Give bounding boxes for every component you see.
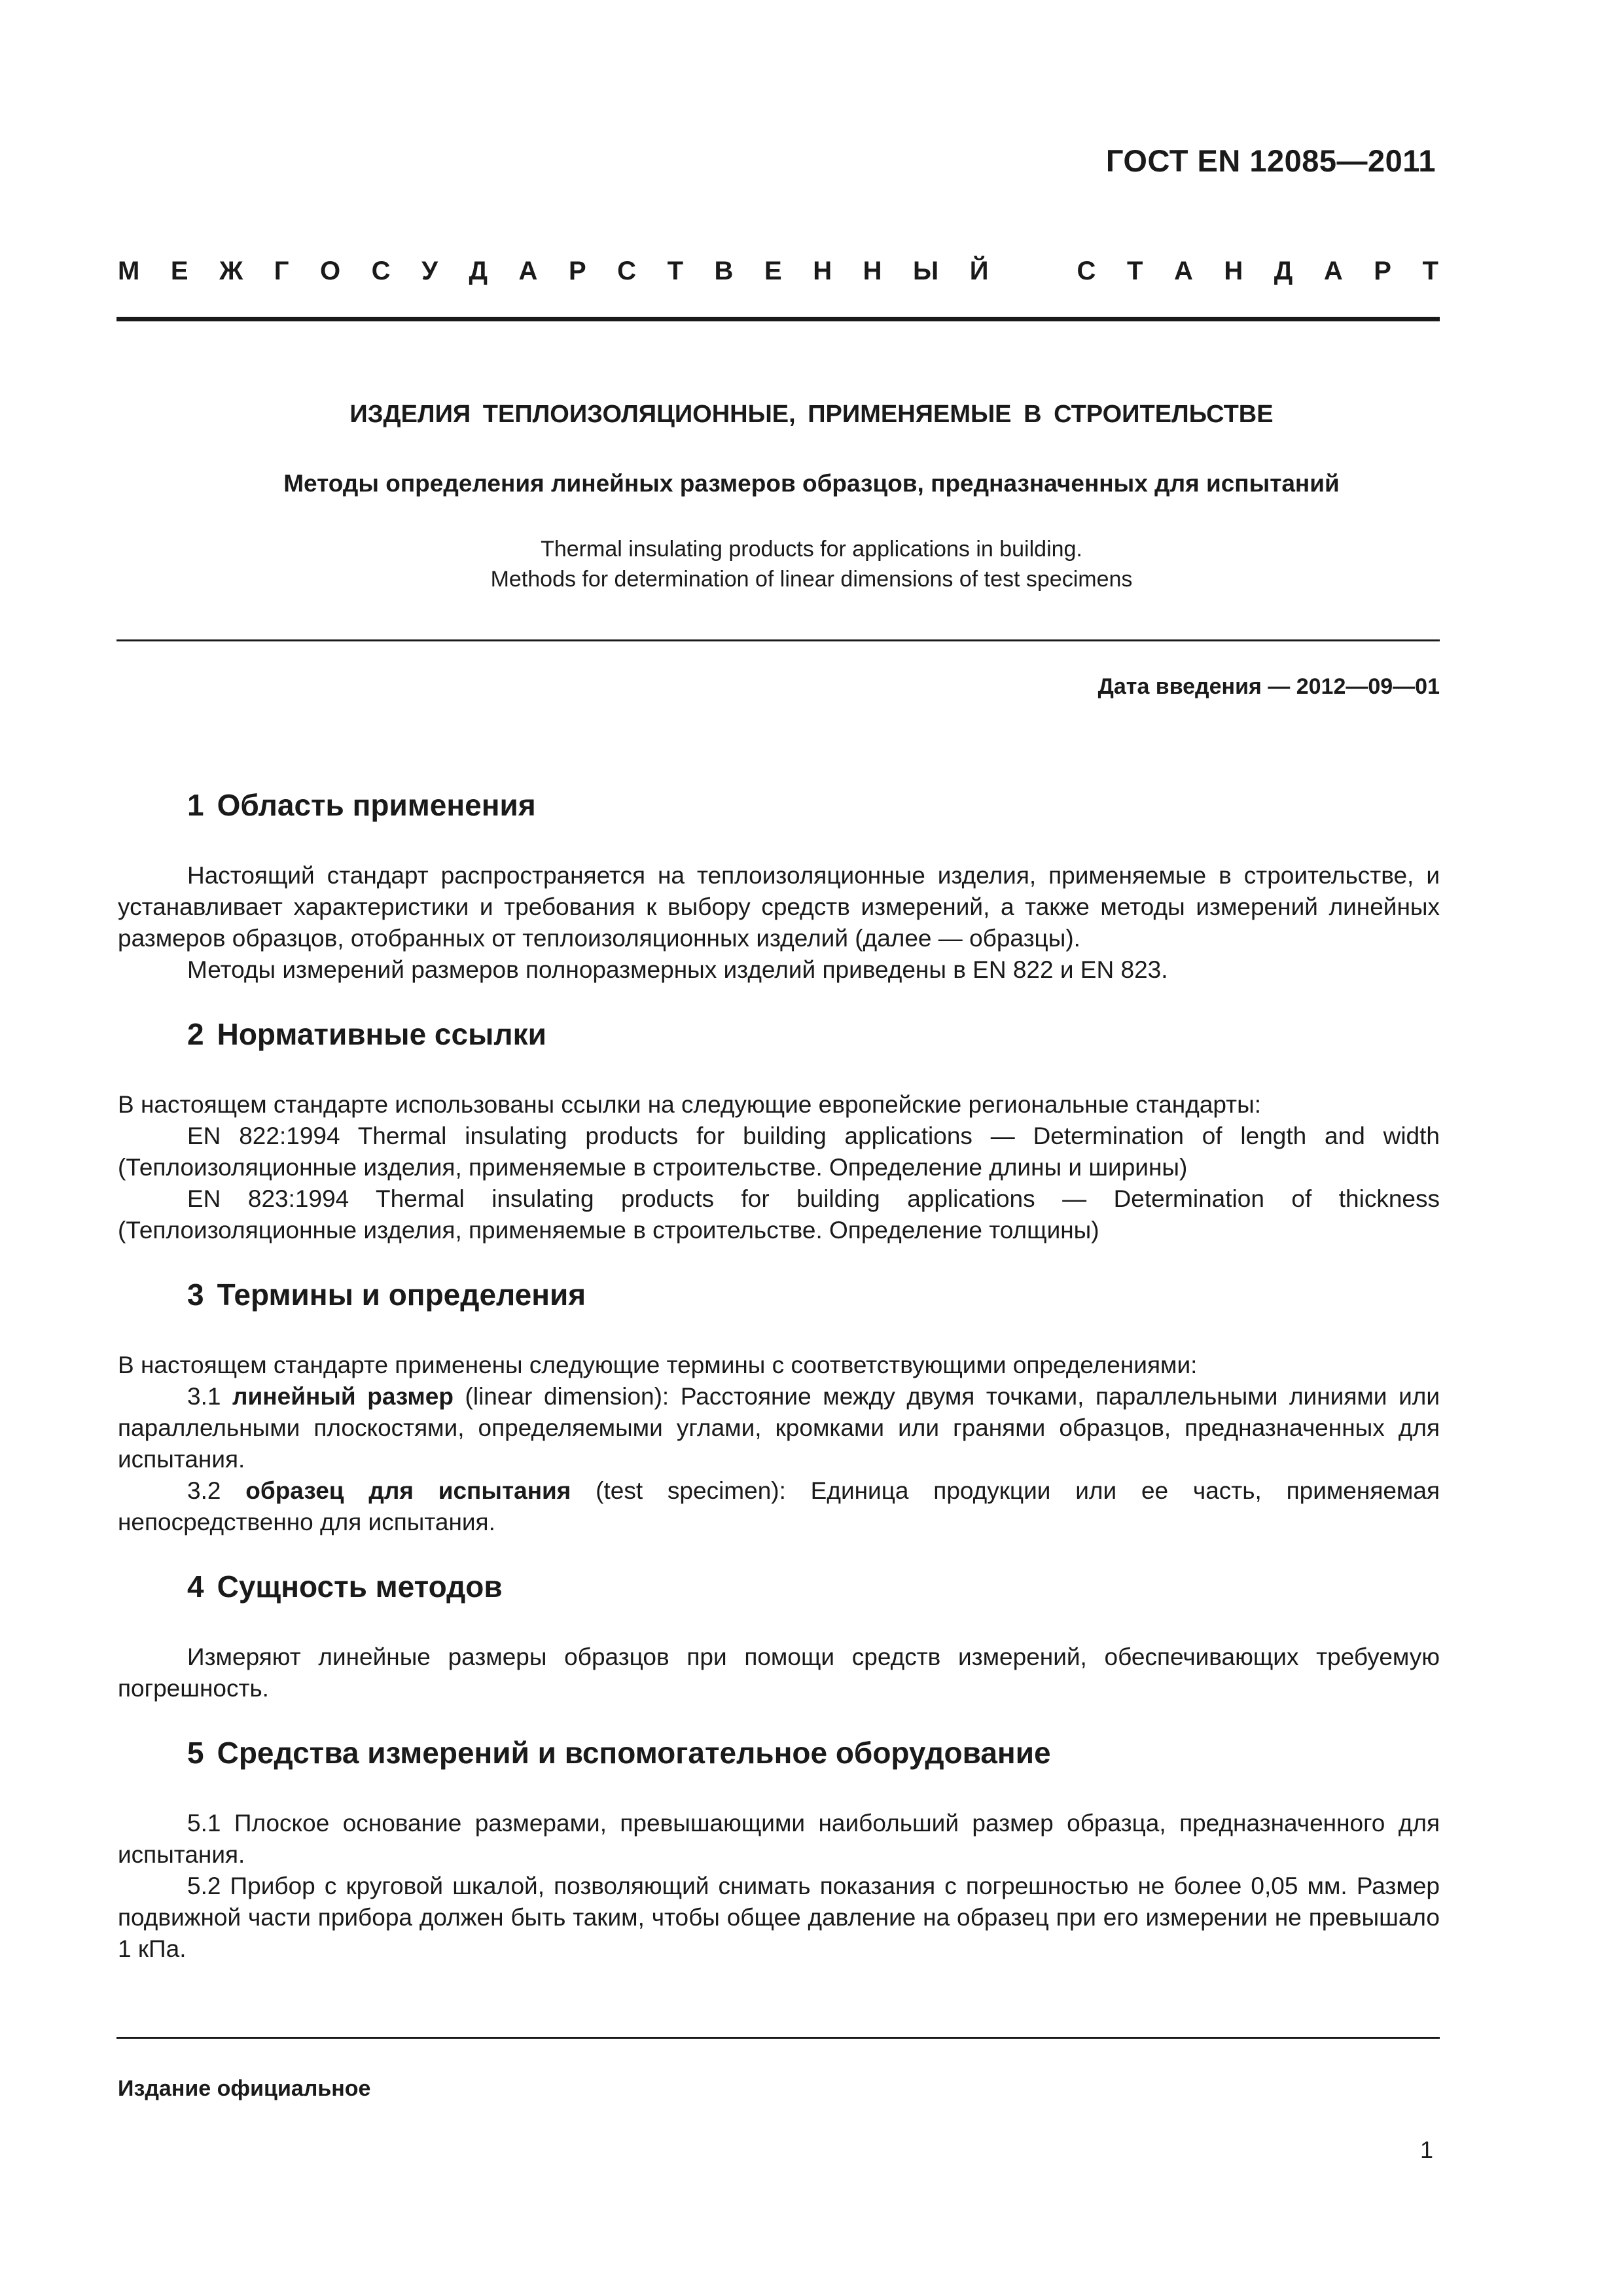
english-title — [0, 534, 1623, 594]
letter: Д — [469, 257, 488, 285]
section-heading — [187, 1567, 1440, 1606]
section-title: Нормативные ссылки — [217, 1017, 546, 1051]
reference-entry: EN 823:1994 Thermal insulating products for building applications — Determination of thickness (Теплоизоляционные изделия, применяемые в строительстве. Определение толщины) — [118, 1185, 1440, 1244]
reference-entry: EN 822:1994 Thermal insulating products for building applications — Determination of length and width (Теплоизоляционные изделия, применяемые в строительстве. Определение длины и ширины) — [118, 1122, 1440, 1181]
edition-label: Издание официальное — [118, 2076, 371, 2101]
letter: Д — [1274, 257, 1293, 285]
term-number: 3.1 — [187, 1383, 221, 1410]
letter: Р — [568, 257, 586, 285]
section-number: 5 — [187, 1736, 204, 1770]
letter: Т — [667, 257, 684, 285]
document-title: ИЗДЕЛИЯ ТЕПЛОИЗОЛЯЦИОННЫЕ, ПРИМЕНЯЕМЫЕ В СТРОИТЕЛЬСТВЕ — [349, 401, 1274, 428]
section-heading — [187, 785, 1440, 825]
document-body — [118, 785, 1440, 1965]
letter: Н — [863, 257, 882, 285]
paragraph: В настоящем стандарте использованы ссылки на следующие европейские региональные стандарты: — [118, 1091, 1261, 1118]
letter: С — [617, 257, 637, 285]
section-heading — [187, 1275, 1440, 1314]
header-divider — [116, 317, 1440, 321]
document-subtitle: Методы определения линейных размеров образцов, предназначенных для испытаний — [283, 470, 1340, 497]
section-number: 3 — [187, 1278, 204, 1312]
standard-type-heading — [118, 257, 1438, 286]
section-number: 1 — [187, 788, 204, 822]
term-text: (linear dimension): Расстояние между двумя точками, параллельными линиями или параллельными плоскостями, определяемыми углами, кромками или гранями образцов, предназначенных для испытания. — [118, 1383, 1440, 1473]
letter: Н — [1224, 257, 1243, 285]
paragraph: Методы измерений размеров полноразмерных изделий приведены в EN 822 и EN 823. — [187, 956, 1168, 983]
letter: У — [421, 257, 438, 285]
footer-divider — [116, 2037, 1440, 2039]
paragraph: Настоящий стандарт распространяется на теплоизоляционные изделия, применяемые в строительстве, и устанавливает характеристики и требования к выбору средств измерений, а также методы измерений линейных размеров образцов, отобранных от теплоизоляционных изделий (далее — образцы). — [118, 862, 1440, 952]
section-title: Область применения — [217, 788, 536, 822]
document-code: ГОСТ EN 12085—2011 — [1105, 143, 1436, 178]
letter: А — [1323, 257, 1343, 285]
term-definition — [118, 1381, 1440, 1475]
english-title-line: Thermal insulating products for applications in building. — [541, 537, 1082, 562]
letter: О — [319, 257, 341, 285]
letter: В — [714, 257, 734, 285]
letter: Е — [764, 257, 782, 285]
page-number: 1 — [1419, 2136, 1433, 2163]
letter: Т — [1126, 257, 1143, 285]
letter: А — [1173, 257, 1193, 285]
letter: Е — [170, 257, 188, 285]
term-definition — [118, 1475, 1440, 1538]
letter: Ы — [913, 257, 939, 285]
paragraph: В настоящем стандарте применены следующие термины с соответствующими определениями: — [118, 1352, 1198, 1378]
letter: С — [371, 257, 391, 285]
introduction-date: Дата введения — 2012—09—01 — [1097, 674, 1440, 699]
letter: М — [118, 257, 140, 285]
letter: Р — [1374, 257, 1391, 285]
term-text: (test specimen): Единица продукции или ее часть, применяемая непосредственно для испытания. — [118, 1477, 1440, 1535]
letter: С — [1077, 257, 1096, 285]
paragraph: 5.2 Прибор с круговой шкалой, позволяющий снимать показания с погрешностью не более 0,05 мм. Размер подвижной части прибора должен быть таким, чтобы общее давление на образец при его измерении не превышало 1 кПа. — [118, 1873, 1440, 1962]
term-name: линейный размер — [232, 1383, 454, 1410]
section-title: Средства измерений и вспомогательное оборудование — [217, 1736, 1051, 1770]
letter: Г — [274, 257, 289, 285]
letter: Н — [813, 257, 832, 285]
title-divider — [116, 639, 1440, 641]
paragraph: 5.1 Плоское основание размерами, превышающими наибольший размер образца, предназначенного для испытания. — [118, 1810, 1440, 1868]
section-heading — [187, 1733, 1440, 1772]
letter: Т — [1422, 257, 1438, 285]
section-title: Сущность методов — [217, 1570, 503, 1604]
term-number: 3.2 — [187, 1477, 221, 1504]
section-title: Термины и определения — [217, 1278, 586, 1312]
word-gap — [1020, 257, 1046, 286]
term-name: образец для испытания — [245, 1477, 571, 1504]
english-title-line: Methods for determination of linear dimensions of test specimens — [490, 567, 1133, 592]
letter: Ж — [219, 257, 243, 285]
section-heading — [187, 1014, 1440, 1054]
section-number: 4 — [187, 1570, 204, 1604]
letter: Й — [969, 257, 989, 285]
letter: А — [518, 257, 538, 285]
section-number: 2 — [187, 1017, 204, 1051]
paragraph: Измеряют линейные размеры образцов при помощи средств измерений, обеспечивающих требуемую погрешность. — [118, 1643, 1440, 1702]
